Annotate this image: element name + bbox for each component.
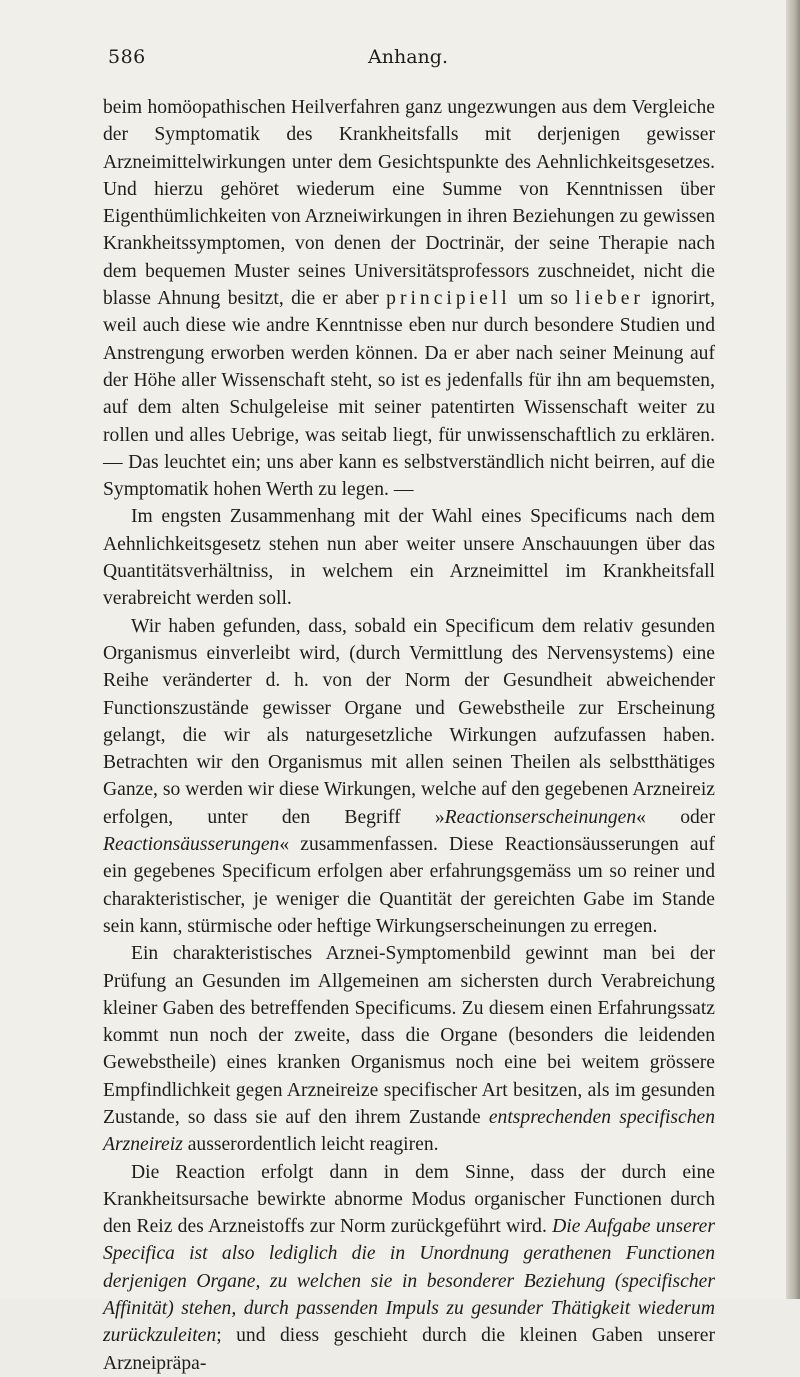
page-edge-shadow — [786, 0, 800, 1299]
spaced-emphasis: lieber — [575, 288, 644, 310]
italic-term: entsprechenden specifischen Arzneireiz — [103, 1106, 716, 1156]
italic-term: Reactionsäusserungen — [103, 834, 280, 856]
italic-sentence: Die Aufgabe unserer Specifica ist also lediglich die in Unordnung gerathenen Functionen derjenigen Organe, zu welchen sie in besonderer Beziehung (specifischer Affinität) stehen, durch passenden Impuls zu gesunder Thätigkeit wiederum zurückzuleiten — [103, 1216, 715, 1347]
paragraph-5: Die Reaction erfolgt dann in dem Sinne, dass der durch eine Krankheitsursache bewirkte abnorme Modus organischer Functionen durch den Reiz des Arzneistoffs zur Norm zurückgeführt wird. Die Aufgabe unserer Specifica ist also lediglich die in Unordnung gerathenen Functionen derjenigen Organe, zu welchen sie in besonderer Beziehung (specifischer Affinität) stehen, durch passenden Impuls zu gesunder Thätigkeit wiederum zurückzuleiten; und diess geschieht durch die kleinen Gaben unserer Arzneipräpa- — [103, 1161, 715, 1374]
paragraph-4: Ein charakteristisches Arznei-Symptomenbild gewinnt man bei der Prüfung an Gesunden im Allgemeinen am sichersten durch Verabreichung kleiner Gaben des betreffenden Specificums. Zu diesem einen Erfahrungssatz kommt nun noch der zweite, dass die Organe (besonders die leidenden Gewebstheile) eines kranken Organismus noch eine bei weitem grössere Empfindlichkeit gegen Arzneireize specifischer Art besitzen, als im gesunden Zustande, so dass sie auf den ihrem Zustande entsprechenden specifischen Arzneireiz ausserordentlich leicht reagiren. — [103, 943, 716, 1156]
running-head — [108, 46, 708, 76]
body-text — [103, 94, 715, 1377]
paragraph-2: Im engsten Zusammenhang mit der Wahl eines Specificums nach dem Aehnlichkeitsgesetz stehen nun aber weiter unsere Anschauungen über das Quantitätsverhältniss, in welchem ein Arzneimittel im Krankheitsfall verabreicht werden soll. — [103, 506, 715, 610]
page-number: 586 — [108, 46, 146, 68]
spaced-emphasis: principiell — [386, 288, 511, 310]
italic-term: Reactionserscheinungen — [444, 806, 637, 828]
paragraph-1: beim homöopathischen Heilverfahren ganz ungezwungen aus dem Vergleiche der Symptomatik des Krankheitsfalls mit derjenigen gewisser Arzneimittelwirkungen unter dem Gesichtspunkte des Aehnlichkeitsgesetzes. Und hierzu gehöret wiederum eine Summe von Kenntnissen über Eigenthümlichkeiten von Arzneiwirkungen in ihren Beziehungen zu gewissen Krankheitssymptomen, von denen der Doctrinär, der seine Therapie nach dem bequemen Muster seines Universitätsprofessors zuschneidet, nicht die blasse Ahnung besitzt, die er aber principiell um so lieber ignorirt, weil auch diese wie andre Kenntnisse eben nur durch besondere Studien und Anstrengung erworben werden können. Da er aber nach seiner Meinung auf der Höhe aller Wissenschaft steht, so ist es jedenfalls für ihn am bequemsten, auf dem alten Schulgeleise mit seiner patentirten Wissenschaft weiter zu rollen und alles Uebrige, was seitab liegt, für unwissenschaftlich zu erklären. — Das leuchtet ein; uns aber kann es selbstverständlich nicht beirren, auf die Symptomatik hohen Werth zu legen. — — [103, 97, 715, 501]
paragraph-3: Wir haben gefunden, dass, sobald ein Specificum dem relativ gesunden Organismus einverleibt wird, (durch Vermittlung des Nervensystems) eine Reihe veränderter d. h. von der Norm der Gesundheit abweichender Functionszustände gewisser Organe und Gewebstheile zur Erscheinung gelangt, die wir als naturgesetzliche Wirkungen aufzufassen haben. Betrachten wir den Organismus mit allen seinen Theilen als selbstthätiges Ganze, so werden wir diese Wirkungen, welche auf den gegebenen Arzneireiz erfolgen, unter den Begriff »Reactionserscheinungen« oder Reactionsäusserungen« zusammenfassen. Diese Reactionsäusserungen auf ein gegebenes Specificum erfolgen aber erfahrungsgemäss um so reiner und charakteristischer, je weniger die Quantität der gereichten Gabe im Stande sein kann, stürmische oder heftige Wirkungserscheinungen zu erregen. — [103, 615, 716, 937]
running-title: Anhang. — [368, 46, 448, 68]
